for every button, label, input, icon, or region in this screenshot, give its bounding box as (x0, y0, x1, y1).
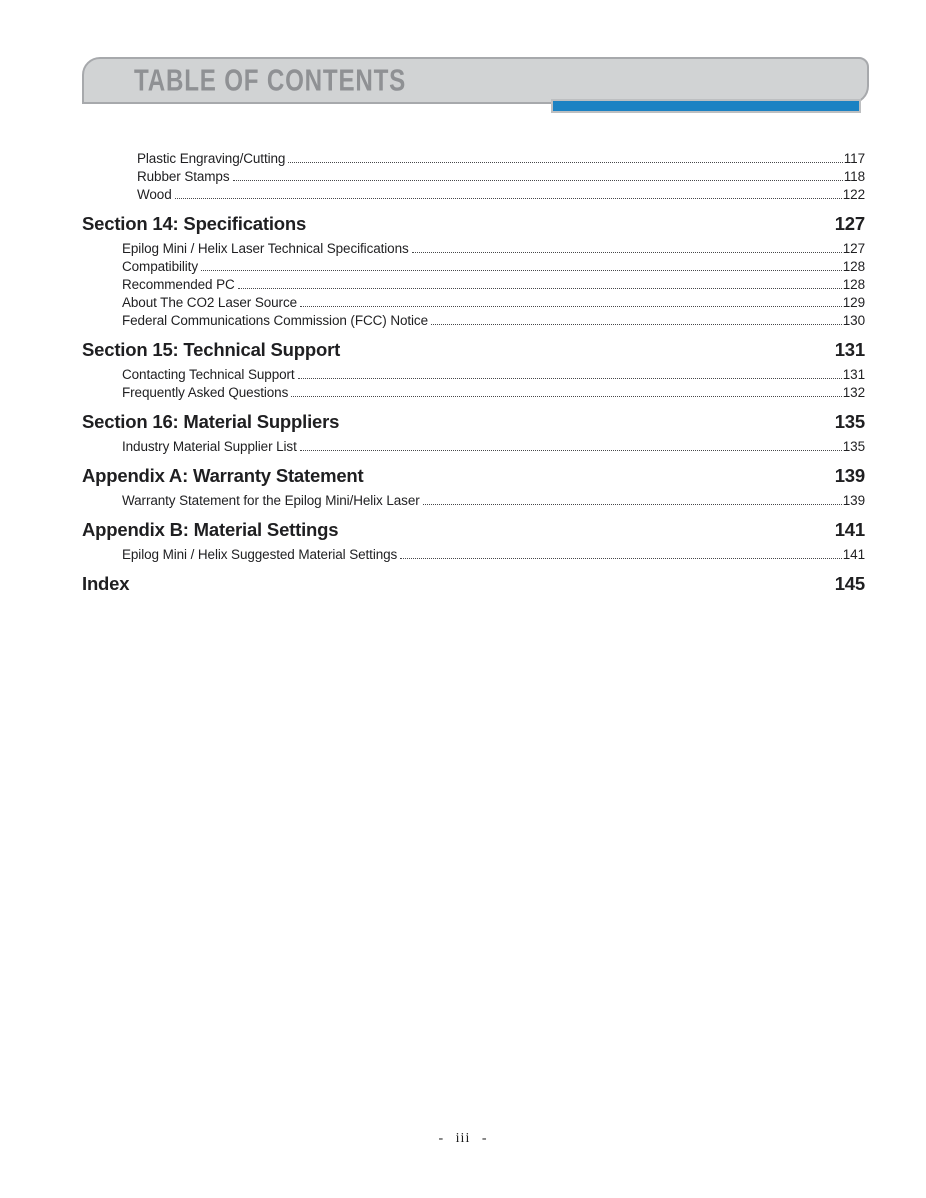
page-title: TABLE OF CONTENTS (134, 61, 407, 97)
toc-page-number: 131 (842, 367, 865, 382)
toc-section-label: Section 14: Specifications (82, 213, 307, 234)
dotted-leader (431, 324, 842, 325)
toc-entry-label: Contacting Technical Support (122, 367, 295, 382)
toc-page-number: 127 (834, 213, 865, 234)
dotted-leader (400, 558, 842, 559)
dotted-leader (175, 198, 842, 199)
toc-page-number: 139 (834, 465, 865, 486)
toc-page-number: 135 (834, 411, 865, 432)
toc-section-label: Index (82, 573, 130, 594)
toc-page-number: 141 (834, 519, 865, 540)
toc-list (82, 150, 865, 600)
toc-page-number: 141 (842, 547, 865, 562)
toc-entry-label: Plastic Engraving/Cutting (137, 151, 286, 166)
toc-entry-row (82, 366, 865, 384)
toc-entry-row (82, 546, 865, 564)
toc-entry-label: Federal Communications Commission (FCC) Notice (122, 313, 428, 328)
page-number-footer: - iii - (438, 1131, 488, 1146)
toc-page-number: 129 (842, 295, 865, 310)
toc-section-row (82, 412, 865, 432)
toc-page-number: 145 (834, 573, 865, 594)
toc-page-number: 131 (834, 339, 865, 360)
dotted-leader (238, 288, 842, 289)
dotted-leader (412, 252, 842, 253)
toc-section-label: Section 16: Material Suppliers (82, 411, 340, 432)
header-accent-bar-fill (553, 101, 859, 111)
toc-entry-row (82, 150, 865, 168)
toc-section-row (82, 466, 865, 486)
toc-entry-row (82, 186, 865, 204)
toc-entry-row (82, 294, 865, 312)
toc-section-row (82, 214, 865, 234)
toc-page-number: 130 (842, 313, 865, 328)
toc-page-number: 128 (842, 259, 865, 274)
toc-section-row (82, 340, 865, 360)
toc-entry-row (82, 240, 865, 258)
toc-page-number: 117 (843, 151, 865, 166)
toc-entry-row (82, 492, 865, 510)
toc-section-label: Appendix B: Material Settings (82, 519, 339, 540)
toc-entry-label: Rubber Stamps (137, 169, 230, 184)
toc-entry-row (82, 276, 865, 294)
toc-entry-label: Recommended PC (122, 277, 235, 292)
toc-page-number: 127 (842, 241, 865, 256)
toc-section-label: Appendix A: Warranty Statement (82, 465, 364, 486)
toc-entry-label: Epilog Mini / Helix Laser Technical Specifications (122, 241, 409, 256)
toc-entry-label: Frequently Asked Questions (122, 385, 289, 400)
dotted-leader (300, 306, 842, 307)
dotted-leader (423, 504, 842, 505)
dotted-leader (201, 270, 842, 271)
toc-header-banner (82, 57, 869, 104)
toc-entry-label: About The CO2 Laser Source (122, 295, 298, 310)
toc-entry-label: Industry Material Supplier List (122, 439, 297, 454)
dotted-leader (288, 162, 842, 163)
dotted-leader (298, 378, 842, 379)
toc-page-number: 122 (842, 187, 865, 202)
dotted-leader (233, 180, 843, 181)
toc-page-number: 118 (843, 169, 865, 184)
toc-entry-label: Epilog Mini / Helix Suggested Material Settings (122, 547, 398, 562)
toc-entry-row (82, 384, 865, 402)
dotted-leader (300, 450, 842, 451)
dotted-leader (291, 396, 842, 397)
toc-page-number: 128 (842, 277, 865, 292)
toc-page-number: 132 (842, 385, 865, 400)
toc-entry-label: Warranty Statement for the Epilog Mini/Helix Laser (122, 493, 420, 508)
toc-entry-row (82, 312, 865, 330)
header-accent-bar (551, 99, 861, 113)
toc-entry-row (82, 258, 865, 276)
toc-entry-label: Compatibility (122, 259, 198, 274)
toc-section-row (82, 520, 865, 540)
toc-entry-row (82, 168, 865, 186)
toc-page-number: 135 (842, 439, 865, 454)
toc-section-label: Section 15: Technical Support (82, 339, 341, 360)
toc-page-number: 139 (842, 493, 865, 508)
toc-entry-label: Wood (137, 187, 172, 202)
toc-entry-row (82, 438, 865, 456)
toc-section-row (82, 574, 865, 594)
